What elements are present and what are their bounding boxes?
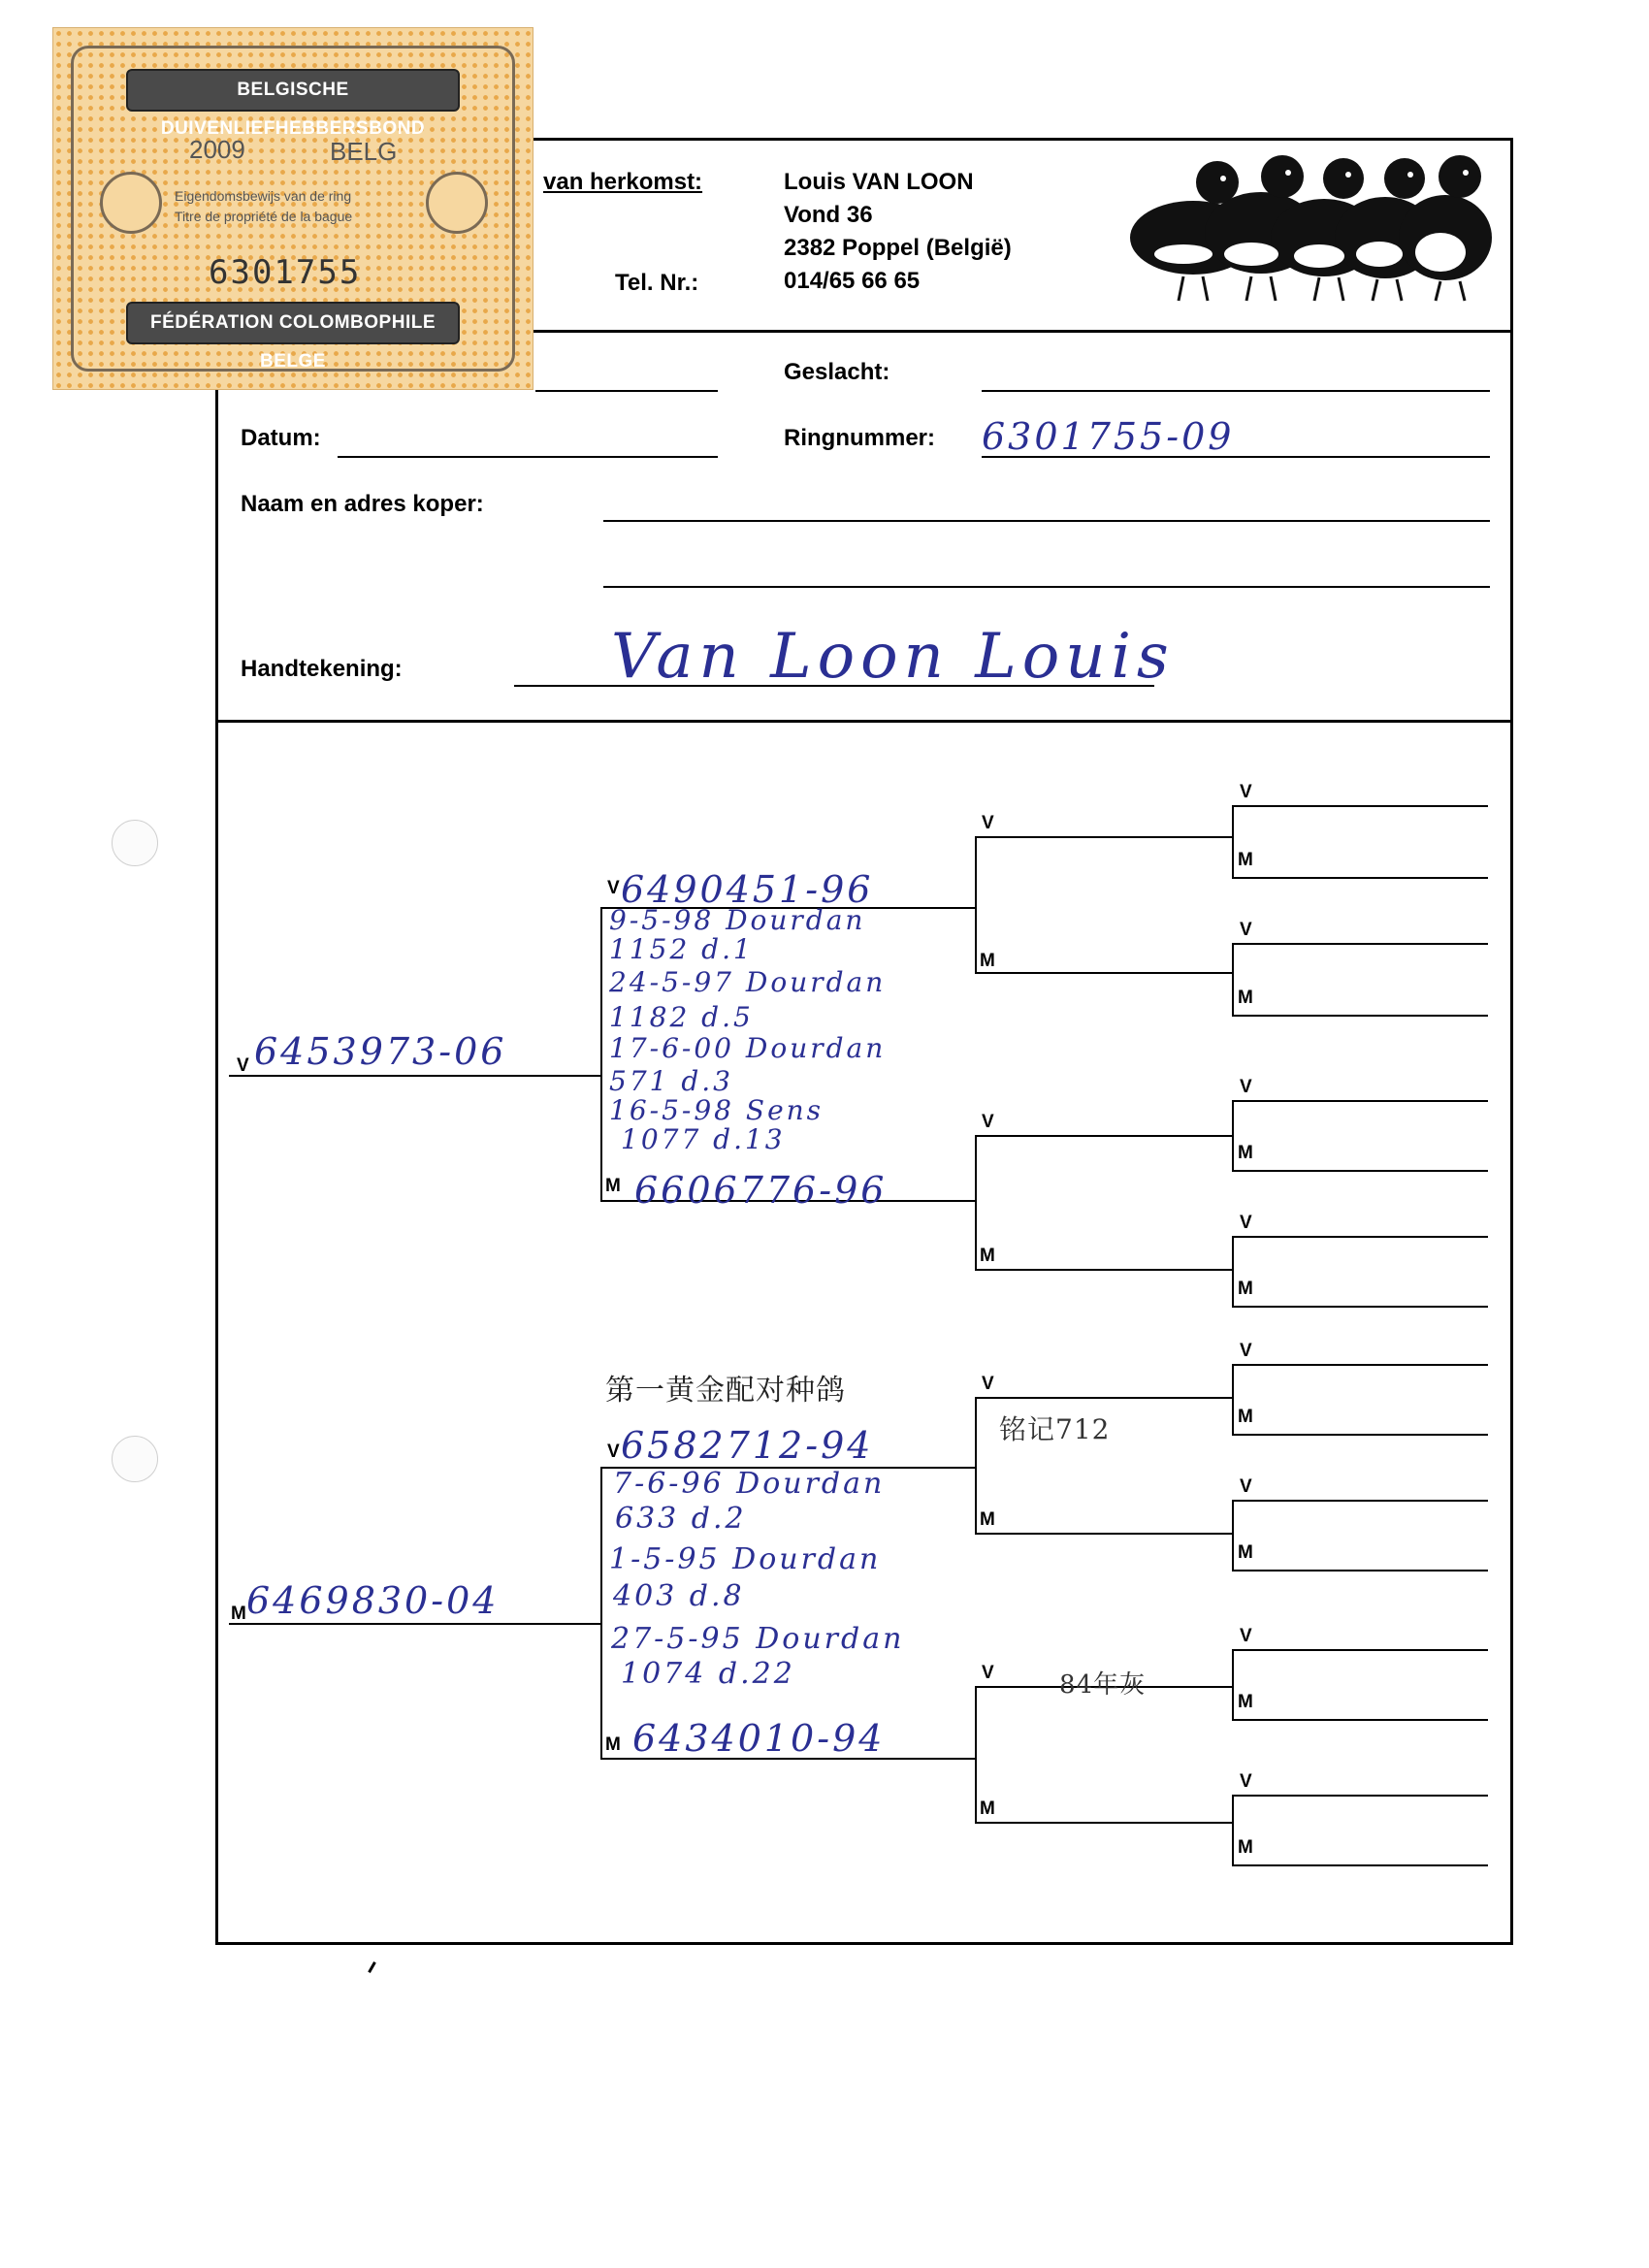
marker-v: V (1240, 920, 1252, 940)
marker-m: M (980, 1246, 995, 1266)
koper-field-2[interactable] (603, 586, 1490, 588)
marker-v: V (982, 1374, 994, 1394)
owner-street: Vond 36 (784, 202, 873, 228)
signature: Van Loon Louis (611, 621, 1175, 693)
marker-v: V (982, 813, 994, 833)
g4-line (1232, 1864, 1488, 1866)
marker-v: V (607, 878, 620, 898)
stamp-banner-top: BELGISCHE DUIVENLIEFHEBBERSBOND (126, 69, 460, 112)
sire-dam-ring: 6606776-96 (634, 1169, 888, 1212)
marker-m: M (1238, 1279, 1253, 1299)
g4-line (1232, 1570, 1488, 1571)
dam-dam-side-note: 84年灰 (1059, 1670, 1147, 1700)
g4-line (1232, 1236, 1488, 1238)
g3-line (975, 836, 1232, 838)
sire-sire-ring: 6490451-96 (621, 868, 874, 911)
g4-line (1232, 1306, 1488, 1308)
sire-note: 9-5-98 Dourdan (609, 904, 866, 936)
g4-line (1232, 1364, 1488, 1366)
sire-note: 24-5-97 Dourdan (609, 966, 887, 998)
g4-bracket (1232, 1364, 1234, 1434)
origin-label: van herkomst: (543, 169, 703, 195)
marker-v: V (1240, 782, 1252, 802)
dam-ring: 6469830-04 (246, 1579, 500, 1622)
marker-m: M (1238, 988, 1253, 1008)
sire-note: 17-6-00 Dourdan (609, 1032, 887, 1064)
marker-v: V (1240, 1341, 1252, 1361)
dam-note: 1074 d.22 (621, 1657, 795, 1691)
g4-bracket (1232, 1649, 1234, 1719)
marker-v: V (1240, 1771, 1252, 1792)
owner-city: 2382 Poppel (België) (784, 235, 1012, 261)
dam-dam-ring: 6434010-94 (632, 1717, 886, 1760)
tel-label: Tel. Nr.: (615, 270, 699, 296)
g4-line (1232, 1795, 1488, 1797)
g3-line (975, 1135, 1232, 1137)
marker-m: M (1238, 1692, 1253, 1712)
ringnummer-value: 6301755-09 (982, 415, 1235, 458)
marker-m: M (980, 951, 995, 971)
sire-line (229, 1075, 600, 1077)
punch-hole (112, 820, 158, 866)
marker-v: V (1240, 1476, 1252, 1497)
g4-bracket (1232, 1795, 1234, 1864)
stamp-seal-right (426, 172, 488, 234)
g3-bracket (975, 1397, 977, 1533)
punch-hole (112, 1436, 158, 1482)
pen-mark (368, 1961, 376, 1973)
g3-line (975, 1533, 1232, 1535)
g4-line (1232, 1500, 1488, 1502)
g4-line (1232, 1100, 1488, 1102)
marker-m: M (1238, 1542, 1253, 1563)
marker-v: V (237, 1055, 249, 1076)
g3-bracket (975, 1135, 977, 1269)
g3-line (975, 1822, 1232, 1824)
dam-note: 7-6-96 Dourdan (613, 1467, 886, 1501)
stamp-seal-left (100, 172, 162, 234)
stamp-banner-bottom: FÉDÉRATION COLOMBOPHILE BELGE (126, 302, 460, 344)
marker-m: M (1238, 850, 1253, 870)
marker-v: V (607, 1442, 620, 1462)
g4-line (1232, 805, 1488, 807)
stamp-country: BELG (330, 137, 398, 166)
stamp-year: 2009 (189, 135, 245, 164)
g4-bracket (1232, 1500, 1234, 1570)
sire-note: 1077 d.13 (621, 1123, 786, 1155)
marker-m: M (1238, 1143, 1253, 1163)
sire-bracket (600, 907, 602, 1200)
pigeons-logo (1125, 146, 1494, 312)
g4-line (1232, 1719, 1488, 1721)
koper-field-1[interactable] (603, 520, 1490, 522)
g3-line (975, 1397, 1232, 1399)
marker-m: M (231, 1604, 246, 1624)
g3-line (975, 972, 1232, 974)
sire-note: 1182 d.5 (609, 1001, 754, 1033)
dam-sire-side-note: 铭记712 (999, 1413, 1111, 1445)
marker-v: V (982, 1112, 994, 1132)
g4-line (1232, 1649, 1488, 1651)
marker-m: M (605, 1734, 621, 1755)
ring-certificate-stamp (52, 27, 534, 390)
owner-phone: 014/65 66 65 (784, 268, 921, 294)
sire-note: 571 d.3 (609, 1065, 733, 1097)
marker-v: V (982, 1663, 994, 1683)
marker-m: M (980, 1509, 995, 1530)
stamp-line1: Eigendomsbewijs van de ring (175, 188, 352, 204)
g3-bracket (975, 1686, 977, 1822)
sire-note: 16-5-98 Sens (609, 1094, 824, 1126)
marker-v: V (1240, 1213, 1252, 1233)
dam-bracket (600, 1467, 602, 1758)
g3-line (975, 1269, 1232, 1271)
g4-line (1232, 1015, 1488, 1017)
g4-line (1232, 1170, 1488, 1172)
geslacht-label: Geslacht: (784, 359, 890, 385)
dam-chinese-note: 第一黄金配对种鸽 (605, 1374, 846, 1408)
g3-bracket (975, 836, 977, 972)
marker-v: V (1240, 1077, 1252, 1097)
stamp-ring-number: 6301755 (209, 253, 362, 292)
sire-ring: 6453973-06 (254, 1030, 507, 1073)
ringnummer-label: Ringnummer: (784, 425, 935, 451)
sire-note: 1152 d.1 (609, 933, 754, 965)
dam-line (229, 1623, 600, 1625)
marker-m: M (1238, 1407, 1253, 1427)
divider-pedigree (215, 720, 1510, 723)
dam-note: 633 d.2 (615, 1502, 747, 1536)
g4-bracket (1232, 805, 1234, 877)
dam-note: 403 d.8 (613, 1579, 745, 1613)
g4-line (1232, 943, 1488, 945)
koper-label: Naam en adres koper: (241, 491, 484, 517)
owner-name: Louis VAN LOON (784, 169, 974, 195)
g4-line (1232, 1434, 1488, 1436)
geslacht-field[interactable] (982, 390, 1490, 392)
dam-note: 1-5-95 Dourdan (609, 1542, 882, 1576)
g4-bracket (1232, 1100, 1234, 1170)
datum-field[interactable] (338, 456, 718, 458)
marker-v: V (1240, 1626, 1252, 1646)
handtekening-label: Handtekening: (241, 656, 403, 682)
dam-note: 27-5-95 Dourdan (611, 1622, 905, 1656)
marker-m: M (1238, 1837, 1253, 1858)
datum-label: Datum: (241, 425, 321, 451)
g4-line (1232, 877, 1488, 879)
g4-bracket (1232, 1236, 1234, 1306)
stamp-line2: Titre de propriété de la bague (175, 209, 353, 224)
marker-m: M (980, 1798, 995, 1819)
dam-sire-ring: 6582712-94 (621, 1424, 874, 1467)
g4-bracket (1232, 943, 1234, 1015)
field-line-left (535, 390, 718, 392)
marker-m: M (605, 1176, 621, 1196)
